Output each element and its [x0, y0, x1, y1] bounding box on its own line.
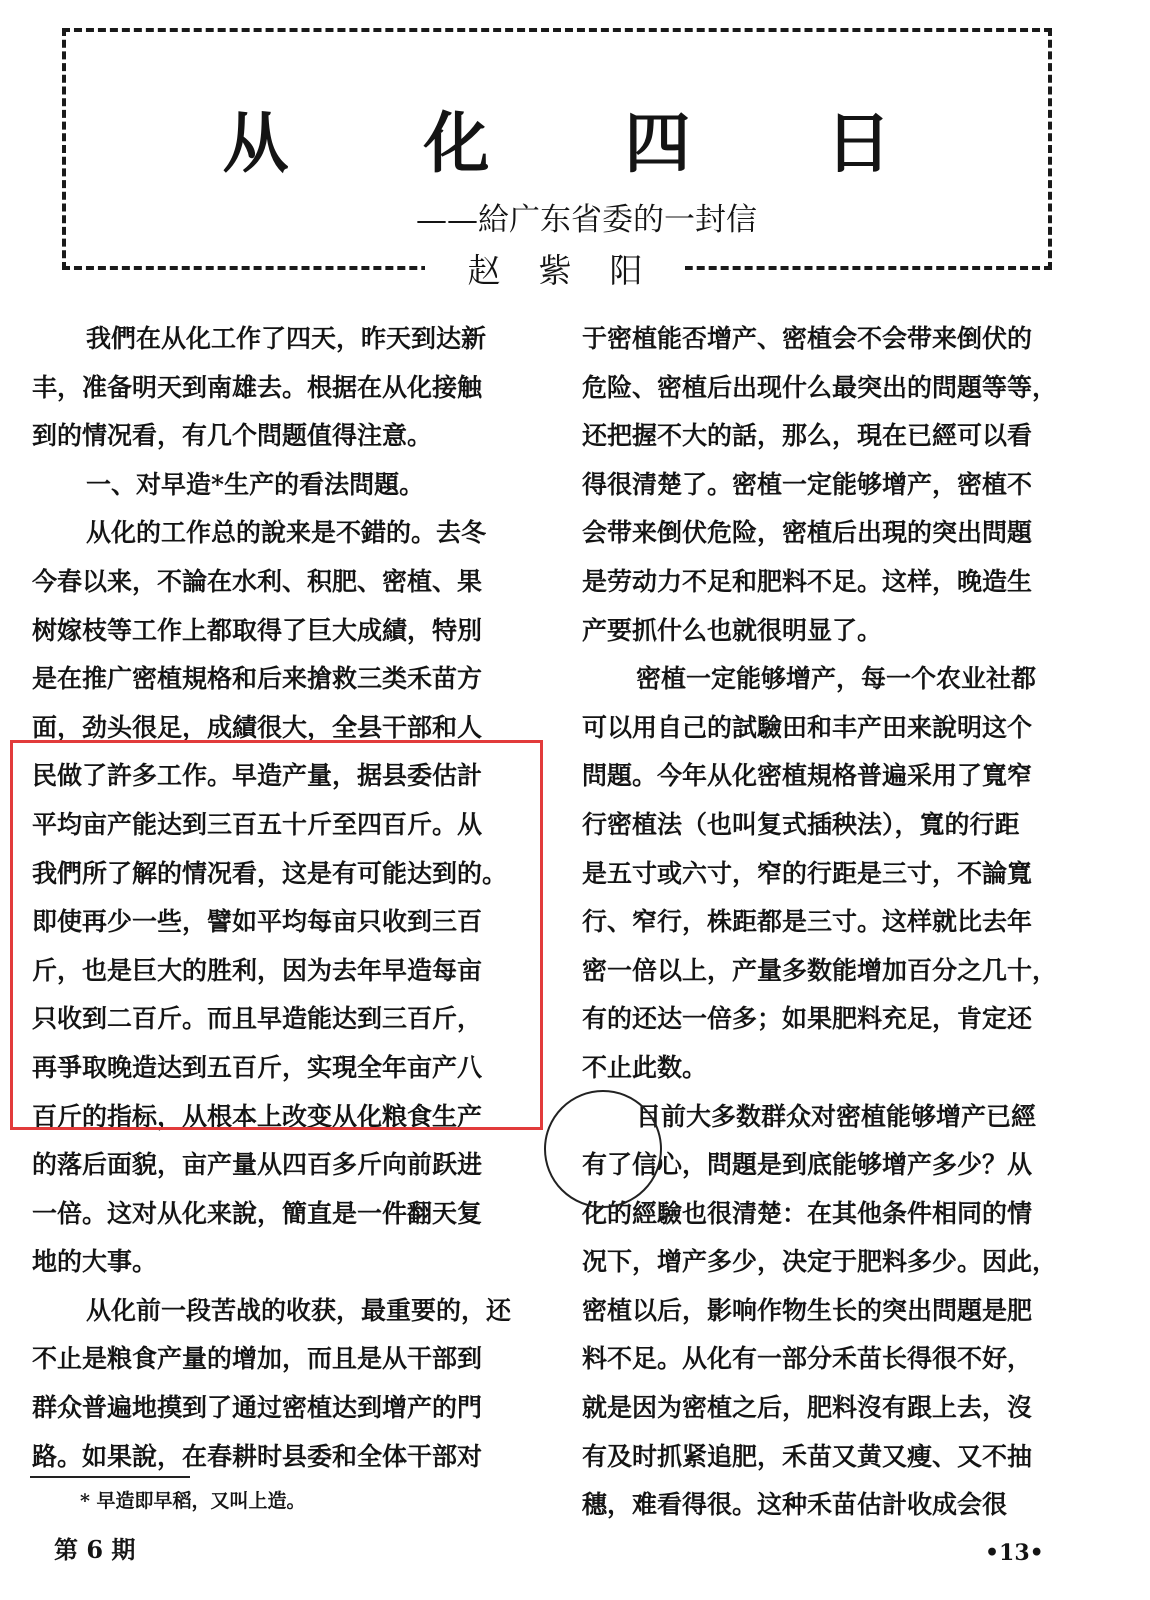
- text-line: 到的情况看，有几个問题值得注意。: [32, 421, 433, 451]
- footnote: * 早造即早稻，又叫上造。: [80, 1490, 306, 1512]
- text-line: 面，劲头很足，成績很大，全县干部和人: [32, 712, 483, 742]
- text-line: 穗，难看得很。这种禾苗估計收成会很: [582, 1490, 1008, 1520]
- text-line: 即使再少一些，譬如平均每亩只收到三百: [32, 907, 483, 937]
- text-line: 从化前一段苦战的收获，最重要的，还: [86, 1295, 512, 1325]
- text-line: 行、窄行，株距都是三寸。这样就比去年: [582, 907, 1033, 937]
- text-line: 有了信心，問題是到底能够增产多少？从: [582, 1150, 1033, 1180]
- text-line: 地的大事。: [32, 1247, 158, 1277]
- text-line: 路。如果說，在春耕时县委和全体干部对: [32, 1441, 483, 1471]
- title-char: 化: [423, 104, 490, 182]
- text-line: 再爭取晚造达到五百斤，实現全年亩产八: [32, 1052, 483, 1082]
- text-line: 得很清楚了。密植一定能够增产，密植不: [582, 469, 1033, 499]
- text-line: 問題。今年从化密植規格普遍采用了寬窄: [582, 761, 1033, 791]
- text-line: 不止是粮食产量的增加，而且是从干部到: [32, 1344, 483, 1374]
- text-line: 料不足。从化有一部分禾苗长得很不好，: [582, 1344, 1033, 1374]
- text-line: 斤，也是巨大的胜利，因为去年早造每亩: [32, 955, 483, 985]
- text-line: 的落后面貌，亩产量从四百多斤向前跃进: [32, 1150, 483, 1180]
- text-line: 危险、密植后出现什么最突出的問題等等，: [582, 372, 1058, 402]
- title-frame: [62, 28, 1052, 270]
- text-line: 况下，增产多少，决定于肥料多少。因此，: [582, 1247, 1058, 1277]
- issue-label: 第 6 期: [54, 1535, 136, 1564]
- author-char: 紫: [538, 251, 572, 290]
- text-line: 密一倍以上，产量多数能增加百分之几十，: [582, 955, 1058, 985]
- text-line: 树嫁枝等工作上都取得了巨大成績，特別: [32, 615, 483, 645]
- text-line: 只收到二百斤。而且早造能达到三百斤，: [32, 1004, 483, 1034]
- highlight-box: [10, 740, 543, 1130]
- title-char: 日: [825, 104, 892, 182]
- text-line: 平均亩产能达到三百五十斤至四百斤。从: [32, 809, 483, 839]
- text-line: 于密植能否增产、密植会不会带来倒伏的: [582, 324, 1033, 353]
- text-line: 从化的工作总的說来是不錯的。去冬: [86, 518, 487, 548]
- author-name: [425, 250, 685, 292]
- right-text-column: [582, 315, 1082, 1530]
- text-line: 一倍。这对从化来說，簡直是一件翻天复: [32, 1198, 483, 1228]
- text-line: 我們在从化工作了四天，昨天到达新: [86, 324, 487, 353]
- text-line: 会带来倒伏危险，密植后出現的突出問題: [582, 518, 1033, 548]
- text-line: 密植以后，影响作物生长的突出問題是肥: [582, 1295, 1033, 1325]
- text-line: 化的經驗也很清楚：在其他条件相同的情: [582, 1198, 1033, 1228]
- page-number: •13•: [985, 1540, 1044, 1566]
- text-line: 一、对早造*生产的看法問題。: [86, 469, 425, 499]
- text-line: 目前大多数群众对密植能够增产已經: [636, 1101, 1037, 1131]
- text-line: 百斤的指标，从根本上改变从化粮食生产: [32, 1101, 483, 1131]
- text-line: 产要抓什么也就很明显了。: [582, 615, 883, 645]
- title-char: 四: [624, 104, 691, 182]
- author-char: 阳: [609, 251, 643, 290]
- article-title: [66, 90, 1048, 182]
- title-char: 从: [222, 104, 289, 182]
- text-line: 我們所了解的情况看，这是有可能达到的。: [32, 858, 508, 888]
- text-line: 就是因为密植之后，肥料沒有跟上去，沒: [582, 1393, 1033, 1423]
- text-line: 可以用自己的試驗田和丰产田来說明这个: [582, 712, 1033, 742]
- text-line: 行密植法（也叫复式插秧法），寬的行距: [582, 809, 1020, 839]
- circle-annotation: [544, 1090, 662, 1208]
- text-line: 民做了許多工作。早造产量，据县委估計: [32, 761, 483, 791]
- text-line: 有及时抓紧追肥，禾苗又黄又瘦、又不抽: [582, 1441, 1033, 1471]
- text-line: 是劳动力不足和肥料不足。这样，晚造生: [582, 566, 1033, 596]
- text-line: 不止此数。: [582, 1052, 708, 1082]
- footnote-rule: [30, 1476, 190, 1478]
- text-line: 群众普遍地摸到了通过密植达到增产的門: [32, 1393, 483, 1423]
- author-char: 赵: [467, 251, 501, 290]
- text-line: 是在推广密植規格和后来搶救三类禾苗方: [32, 664, 483, 694]
- text-line: 还把握不大的話，那么，現在已經可以看: [582, 421, 1033, 451]
- text-line: 今春以来，不論在水利、积肥、密植、果: [32, 566, 483, 596]
- text-line: 密植一定能够增产，每一个农业社都: [636, 664, 1037, 694]
- text-line: 丰，准备明天到南雄去。根据在从化接触: [32, 372, 483, 402]
- article-subtitle: ——給广东省委的一封信: [416, 202, 757, 238]
- text-line: 是五寸或六寸，窄的行距是三寸，不論寬: [582, 858, 1033, 888]
- text-line: 有的还达一倍多；如果肥料充足，肯定还: [582, 1004, 1033, 1034]
